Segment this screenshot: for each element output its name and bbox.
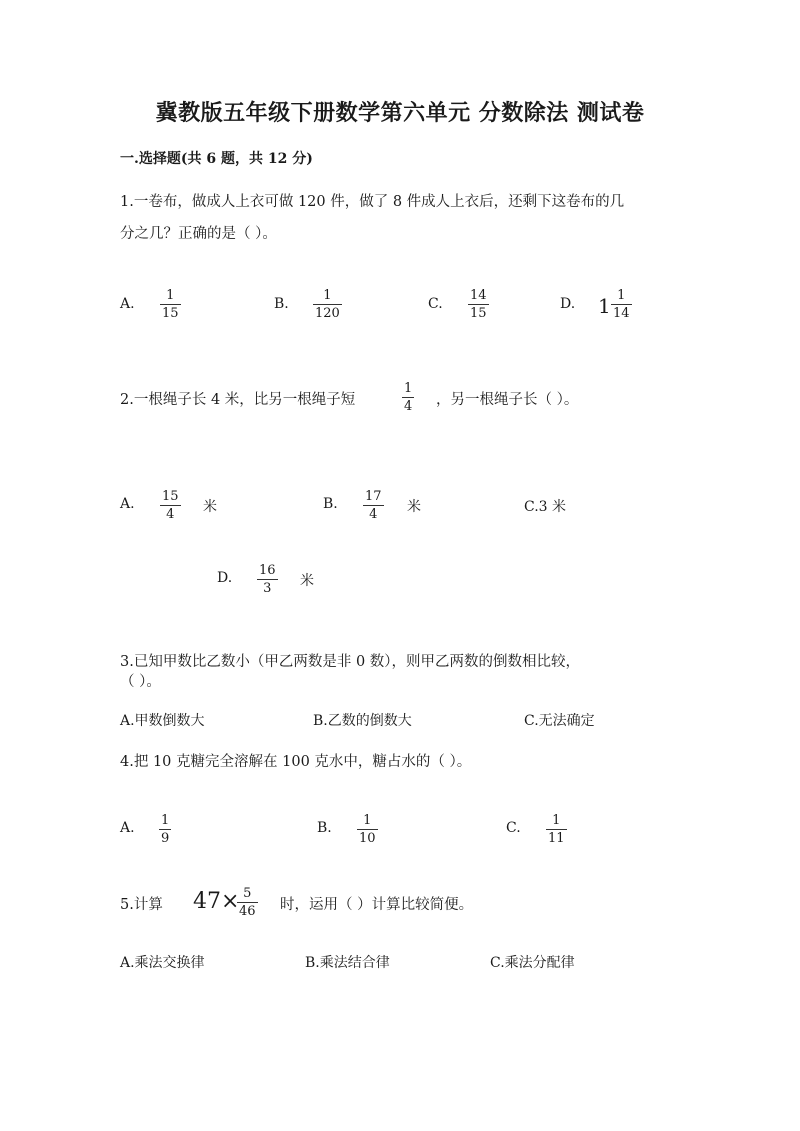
q2-option-c: C.3 米 — [524, 499, 567, 515]
denominator: 120 — [315, 306, 340, 321]
denominator: 3 — [263, 581, 272, 596]
question-3-line-2: （ ）。 — [120, 674, 161, 690]
question-2-text-after: ，另一根绳子长（ ）。 — [436, 392, 579, 408]
fraction-bar — [546, 829, 567, 830]
question-1-line-1: 1.一卷布，做成人上衣可做 120 件，做了 8 件成人上衣后，还剩下这卷布的几 — [120, 194, 625, 210]
fraction-bar — [313, 304, 342, 305]
question-5-text-before: 5.计算 — [120, 897, 163, 913]
numerator: 16 — [259, 563, 276, 578]
denominator: 4 — [369, 507, 378, 522]
numerator: 1 — [404, 381, 413, 396]
q2-option-d-unit: 米 — [300, 573, 314, 589]
denominator: 15 — [470, 306, 487, 321]
q1-option-c-label: C. — [428, 296, 443, 312]
denominator: 10 — [359, 831, 376, 846]
denominator: 9 — [161, 831, 170, 846]
q5-option-a: A.乘法交换律 — [120, 955, 205, 971]
numerator: 17 — [365, 489, 382, 504]
question-1-line-2: 分之几？正确的是（ ）。 — [120, 226, 277, 242]
question-5-fraction — [237, 886, 258, 919]
q1-option-a-label: A. — [120, 296, 135, 312]
numerator: 5 — [243, 886, 252, 901]
numerator: 1 — [552, 813, 561, 828]
q3-option-a: A.甲数倒数大 — [120, 713, 205, 729]
q2-option-d-label: D. — [217, 570, 233, 586]
fraction-bar — [237, 902, 258, 903]
q1-option-d-fraction — [611, 288, 632, 321]
q2-option-d-fraction — [257, 563, 278, 596]
question-5-expression: 47× — [193, 889, 240, 914]
numerator: 1 — [166, 288, 175, 303]
question-3-line-1: 3.已知甲数比乙数小（甲乙两数是非 0 数），则甲乙两数的倒数相比较， — [120, 654, 581, 670]
denominator: 14 — [613, 306, 630, 321]
fraction-bar — [468, 304, 489, 305]
q2-option-b-unit: 米 — [407, 499, 421, 515]
q2-option-a-unit: 米 — [203, 499, 217, 515]
q1-option-b-label: B. — [274, 296, 289, 312]
page-title: 冀教版五年级下册数学第六单元 分数除法 测试卷 — [155, 100, 645, 126]
numerator: 1 — [161, 813, 170, 828]
q3-option-c: C.无法确定 — [524, 713, 595, 729]
q1-option-b-fraction — [313, 288, 342, 321]
fraction-bar — [363, 505, 384, 506]
denominator: 15 — [162, 306, 179, 321]
fraction-bar — [611, 304, 632, 305]
q4-option-a-label: A. — [120, 820, 135, 836]
q5-option-b: B.乘法结合律 — [305, 955, 390, 971]
section-heading: 一.选择题(共 6 题，共 12 分) — [120, 151, 313, 167]
numerator: 14 — [470, 288, 487, 303]
q2-option-a-fraction — [160, 489, 181, 522]
q1-option-c-fraction — [468, 288, 489, 321]
q2-option-a-label: A. — [120, 496, 135, 512]
question-4-text: 4.把 10 克糖完全溶解在 100 克水中，糖占水的（ ）。 — [120, 754, 472, 770]
q1-option-d-label: D. — [560, 296, 576, 312]
numerator: 1 — [363, 813, 372, 828]
numerator: 15 — [162, 489, 179, 504]
q4-option-b-fraction — [357, 813, 378, 846]
fraction-bar — [402, 397, 414, 398]
q4-option-a-fraction — [159, 813, 171, 846]
question-5-text-after: 时，运用（ ）计算比较简便。 — [280, 897, 474, 913]
question-2-text-before: 2.一根绳子长 4 米，比另一根绳子短 — [120, 392, 356, 408]
q4-option-c-fraction — [546, 813, 567, 846]
numerator: 1 — [617, 288, 626, 303]
fraction-bar — [159, 829, 171, 830]
fraction-bar — [257, 579, 278, 580]
fraction-bar — [160, 505, 181, 506]
denominator: 46 — [239, 904, 256, 919]
numerator: 1 — [323, 288, 332, 303]
denominator: 4 — [166, 507, 175, 522]
question-2-fraction — [402, 381, 414, 414]
fraction-bar — [357, 829, 378, 830]
q1-option-d-whole: 1 — [598, 294, 611, 318]
q1-option-a-fraction — [160, 288, 181, 321]
q5-option-c: C.乘法分配律 — [490, 955, 575, 971]
q2-option-b-label: B. — [323, 496, 338, 512]
denominator: 11 — [548, 831, 565, 846]
fraction-bar — [160, 304, 181, 305]
q3-option-b: B.乙数的倒数大 — [313, 713, 412, 729]
q4-option-c-label: C. — [506, 820, 521, 836]
denominator: 4 — [404, 399, 413, 414]
q2-option-b-fraction — [363, 489, 384, 522]
q4-option-b-label: B. — [317, 820, 332, 836]
